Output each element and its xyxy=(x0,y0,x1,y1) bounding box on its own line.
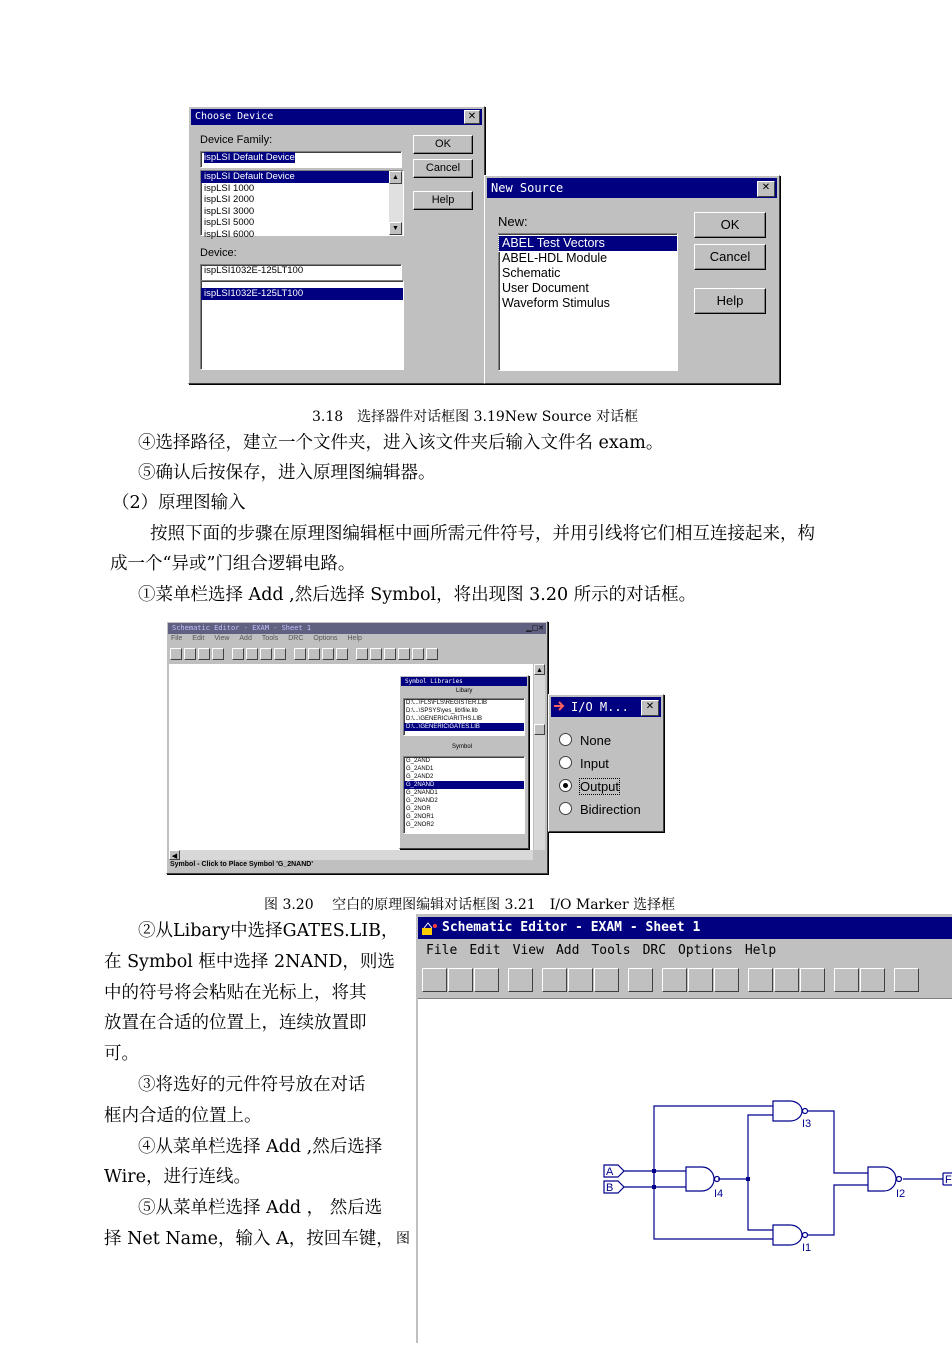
toolbar-button-icon[interactable] xyxy=(474,968,499,992)
device-family-list[interactable] xyxy=(200,170,404,240)
toolbar-button-icon[interactable] xyxy=(774,968,799,992)
xor-schematic xyxy=(418,999,952,1344)
list-item[interactable]: ispLSI 2000 xyxy=(204,194,255,205)
symbol-item[interactable]: G_2NAND1 xyxy=(406,790,438,796)
radio-icon[interactable] xyxy=(559,733,572,746)
library-item[interactable]: D:\...\SPSYS\yes_lib\file.lib xyxy=(406,708,478,714)
paragraph-line: 框内合适的位置上。 xyxy=(104,1105,262,1126)
figure-caption-3-18: 3.18 选择器件对话框图 3.19New Source 对话框 xyxy=(312,409,639,425)
menu-item[interactable]: DRC xyxy=(288,635,304,642)
new-source-dialog xyxy=(484,175,780,384)
close-icon[interactable]: ✕ xyxy=(641,700,659,716)
toolbar-button-icon[interactable] xyxy=(628,968,653,992)
list-item[interactable]: ispLSI 3000 xyxy=(204,205,255,217)
big-schematic-editor xyxy=(414,914,952,1343)
scroll-up-icon[interactable]: ▲ xyxy=(534,664,545,675)
list-item[interactable]: User Document xyxy=(502,281,589,295)
toolbar-button-icon[interactable] xyxy=(398,648,410,660)
trailing-char: 图 xyxy=(396,1231,410,1247)
menu-item[interactable]: Add xyxy=(239,635,252,642)
list-item[interactable]: Schematic xyxy=(502,266,561,280)
gate-label-i1: I1 xyxy=(802,1242,812,1254)
close-icon[interactable]: ✕ xyxy=(464,110,480,124)
menu-item[interactable]: Edit xyxy=(469,943,501,958)
io-marker-title: I/O M... xyxy=(551,697,661,717)
radio-option[interactable] xyxy=(559,756,609,771)
menu-bar[interactable] xyxy=(426,943,788,958)
paragraph-line: Wire，进行连线。 xyxy=(104,1167,251,1188)
new-source-title: New Source xyxy=(487,178,777,198)
toolbar-button-icon[interactable] xyxy=(184,648,196,660)
io-marker-icon xyxy=(554,701,568,711)
toolbar-button-icon[interactable] xyxy=(568,968,593,992)
gate-label-i2: I2 xyxy=(896,1188,906,1200)
radio-option[interactable] xyxy=(559,802,641,817)
help-button[interactable]: Help xyxy=(413,191,473,210)
symbol-libraries-window xyxy=(399,675,529,849)
menu-item[interactable]: View xyxy=(214,635,230,642)
toolbar-button-icon[interactable] xyxy=(594,968,619,992)
radio-dot-icon xyxy=(563,783,568,788)
paragraph-intro-line2: 成一个“异或”门组合逻辑电路。 xyxy=(110,554,356,574)
schematic-canvas[interactable] xyxy=(418,998,952,1344)
list-item[interactable]: ispLSI 6000 xyxy=(204,228,255,240)
toolbar-button-icon[interactable] xyxy=(426,648,438,660)
menu-item[interactable]: Tools xyxy=(261,635,279,642)
menu-item[interactable]: View xyxy=(512,943,544,958)
scroll-thumb[interactable] xyxy=(534,724,545,735)
editor-title: Schematic Editor - EXAM - Sheet 1 xyxy=(168,623,546,634)
list-item[interactable]: ABEL Test Vectors xyxy=(499,236,677,251)
radio-label: None xyxy=(580,733,612,748)
section-heading: （2）原理图输入 xyxy=(112,493,246,513)
cancel-button[interactable]: Cancel xyxy=(413,159,473,178)
symbol-label: Symbol xyxy=(452,744,473,750)
symbol-item[interactable]: G_2AND2 xyxy=(406,774,434,780)
toolbar-button-icon[interactable] xyxy=(422,968,447,992)
paragraph-line: 择 Net Name，输入 A，按回车键， xyxy=(104,1229,394,1249)
menu-item[interactable]: File xyxy=(171,635,183,642)
menu-item[interactable]: Edit xyxy=(192,635,205,642)
toolbar-button-icon[interactable] xyxy=(322,648,334,660)
close-icon[interactable]: ✕ xyxy=(757,181,775,197)
toolbar-button-icon[interactable] xyxy=(232,648,244,660)
paragraph-step1: ①菜单栏选择 Add ,然后选择 Symbol，将出现图 3.20 所示的对话框。 xyxy=(138,585,697,605)
symbol-item[interactable]: G_2NAND2 xyxy=(406,798,438,804)
toolbar-button-icon[interactable] xyxy=(860,968,885,992)
menu-item[interactable]: Options xyxy=(678,943,733,958)
io-label-f: F xyxy=(945,1174,952,1186)
device-label: Device: xyxy=(200,247,237,259)
device-family-field[interactable]: ispLSI Default Device xyxy=(200,151,402,168)
paragraph-step4: ④选择路径，建立一个文件夹，进入该文件夹后输入文件名 exam。 xyxy=(138,433,664,453)
toolbar-button-icon[interactable] xyxy=(356,648,368,660)
menu-item[interactable]: DRC xyxy=(642,943,667,958)
scroll-up-icon[interactable]: ▲ xyxy=(389,171,402,184)
list-item[interactable]: ABEL-HDL Module xyxy=(502,251,608,265)
app-icon xyxy=(422,921,438,935)
menu-item[interactable]: Options xyxy=(313,635,338,642)
toolbar-button-icon[interactable] xyxy=(294,648,306,660)
symbol-item[interactable]: G_2AND1 xyxy=(406,766,434,772)
toolbar-button-icon[interactable] xyxy=(448,968,473,992)
toolbar-button-icon[interactable] xyxy=(412,648,424,660)
symbol-item[interactable]: G_2AND xyxy=(406,758,431,764)
radio-label: Bidirection xyxy=(580,802,641,817)
scrollbar[interactable] xyxy=(389,171,403,235)
library-item[interactable]: D:\...\GENERIC\GATES.LIB xyxy=(404,723,524,731)
menu-item[interactable]: Tools xyxy=(591,943,631,958)
horizontal-scrollbar[interactable] xyxy=(169,850,533,860)
symbol-libraries-title: Symbol Libraries xyxy=(401,677,527,686)
toolbar-button-icon[interactable] xyxy=(198,648,210,660)
new-label: New: xyxy=(498,214,528,229)
list-item[interactable]: Waveform Stimulus xyxy=(502,296,610,310)
toolbar-button-icon[interactable] xyxy=(542,968,567,992)
ok-button[interactable]: OK xyxy=(694,212,766,238)
io-label-b: B xyxy=(606,1182,614,1194)
help-button[interactable]: Help xyxy=(694,288,766,314)
scroll-left-icon[interactable]: ◀ xyxy=(169,850,180,860)
toolbar-button-icon[interactable] xyxy=(800,968,825,992)
symbol-item[interactable]: G_2NOR xyxy=(406,806,431,812)
paragraph-line: 中的符号将会粘贴在光标上，将其 xyxy=(104,982,367,1003)
small-schematic-editor xyxy=(166,621,548,874)
vertical-scrollbar[interactable] xyxy=(534,664,545,850)
toolbar-button-icon[interactable] xyxy=(274,648,286,660)
gate-label-i4: I4 xyxy=(714,1188,724,1200)
toolbar-button-icon[interactable] xyxy=(834,968,859,992)
toolbar-button-icon[interactable] xyxy=(370,648,382,660)
io-label-a: A xyxy=(606,1166,614,1178)
toolbar-button-icon[interactable] xyxy=(894,968,919,992)
choose-device-dialog xyxy=(188,106,485,384)
scroll-down-icon[interactable]: ▼ xyxy=(389,222,402,235)
radio-icon[interactable] xyxy=(559,779,572,792)
io-marker-dialog xyxy=(548,694,664,832)
gate-label-i3: I3 xyxy=(802,1118,812,1130)
library-list[interactable] xyxy=(403,698,525,736)
menu-item[interactable]: Help xyxy=(744,943,777,958)
figure-caption-3-20: 图 3.20 空白的原理图编辑对话框图 3.21 I/O Marker 选择框 xyxy=(264,897,676,913)
new-source-list[interactable] xyxy=(498,233,678,371)
toolbar-button-icon[interactable] xyxy=(336,648,348,660)
radio-option[interactable] xyxy=(559,779,619,794)
toolbar-button-icon[interactable] xyxy=(212,648,224,660)
radio-option[interactable] xyxy=(559,733,611,748)
toolbar-button-icon[interactable] xyxy=(308,648,320,660)
list-item[interactable]: ispLSI Default Device xyxy=(201,171,389,183)
toolbar-button-icon[interactable] xyxy=(260,648,272,660)
radio-label: Output xyxy=(580,779,620,794)
paragraph-line: ⑤从菜单栏选择 Add ， 然后选 xyxy=(138,1198,383,1219)
symbol-item[interactable]: G_2NAND xyxy=(404,781,524,789)
libary-label: Libary xyxy=(456,688,473,694)
library-item[interactable]: D:\...\FLS\FLS\REGISTER.LIB xyxy=(406,700,488,706)
toolbar-button-icon[interactable] xyxy=(688,968,713,992)
toolbar-button-icon[interactable] xyxy=(508,968,533,992)
toolbar-button-icon[interactable] xyxy=(662,968,687,992)
toolbar-button-icon[interactable] xyxy=(748,968,773,992)
device-field[interactable]: ispLSI1032E-125LT100 xyxy=(200,264,402,281)
library-item[interactable]: D:\...\GENERIC\ARITHS.LIB xyxy=(406,716,483,722)
radio-icon[interactable] xyxy=(559,802,572,815)
device-family-label: Device Family: xyxy=(200,134,273,146)
choose-device-title: Choose Device xyxy=(191,109,482,125)
status-bar: Symbol - Click to Place Symbol 'G_2NAND' xyxy=(170,861,313,868)
toolbar-button-icon[interactable] xyxy=(170,648,182,660)
menu-item[interactable]: Add xyxy=(555,943,580,958)
editor-titlebar: Schematic Editor - EXAM - Sheet 1 xyxy=(418,917,952,939)
menu-item[interactable]: Help xyxy=(347,635,362,642)
toolbar xyxy=(422,968,952,994)
paragraph-line: 可。 xyxy=(104,1044,139,1065)
symbol-item[interactable]: G_2NOR2 xyxy=(406,822,435,828)
paragraph-step5: ⑤确认后按保存，进入原理图编辑器。 xyxy=(138,463,436,483)
paragraph-intro-line1: 按照下面的步骤在原理图编辑框中画所需元件符号，并用引线将它们相互连接起来，构 xyxy=(150,524,815,544)
toolbar-button-icon[interactable] xyxy=(714,968,739,992)
paragraph-line: 在 Symbol 框中选择 2NAND，则选 xyxy=(104,951,395,972)
radio-icon[interactable] xyxy=(559,756,572,769)
paragraph-line: ③将选好的元件符号放在对话 xyxy=(138,1075,366,1095)
cancel-button[interactable]: Cancel xyxy=(694,244,766,270)
ok-button[interactable]: OK xyxy=(413,135,473,154)
paragraph-line: 放置在合适的位置上，连续放置即 xyxy=(104,1013,367,1034)
symbol-list[interactable] xyxy=(403,756,525,834)
list-item[interactable]: ispLSI 5000 xyxy=(204,217,255,228)
toolbar-button-icon[interactable] xyxy=(384,648,396,660)
menu-item[interactable]: File xyxy=(426,943,458,958)
window-controls[interactable]: ▁□✕ xyxy=(526,624,544,632)
radio-label: Input xyxy=(580,756,609,771)
device-list[interactable] xyxy=(200,280,404,370)
toolbar xyxy=(170,648,490,661)
paragraph-line: ②从Libary中选择GATES.LIB， xyxy=(138,921,399,941)
list-item[interactable]: ispLSI 1000 xyxy=(204,182,255,194)
toolbar-button-icon[interactable] xyxy=(246,648,258,660)
symbol-item[interactable]: G_2NOR1 xyxy=(406,814,435,820)
paragraph-line: ④从菜单栏选择 Add ,然后选择 xyxy=(138,1136,383,1157)
menu-bar[interactable] xyxy=(171,635,372,642)
list-item[interactable]: ispLSI1032E-125LT100 xyxy=(201,288,403,300)
